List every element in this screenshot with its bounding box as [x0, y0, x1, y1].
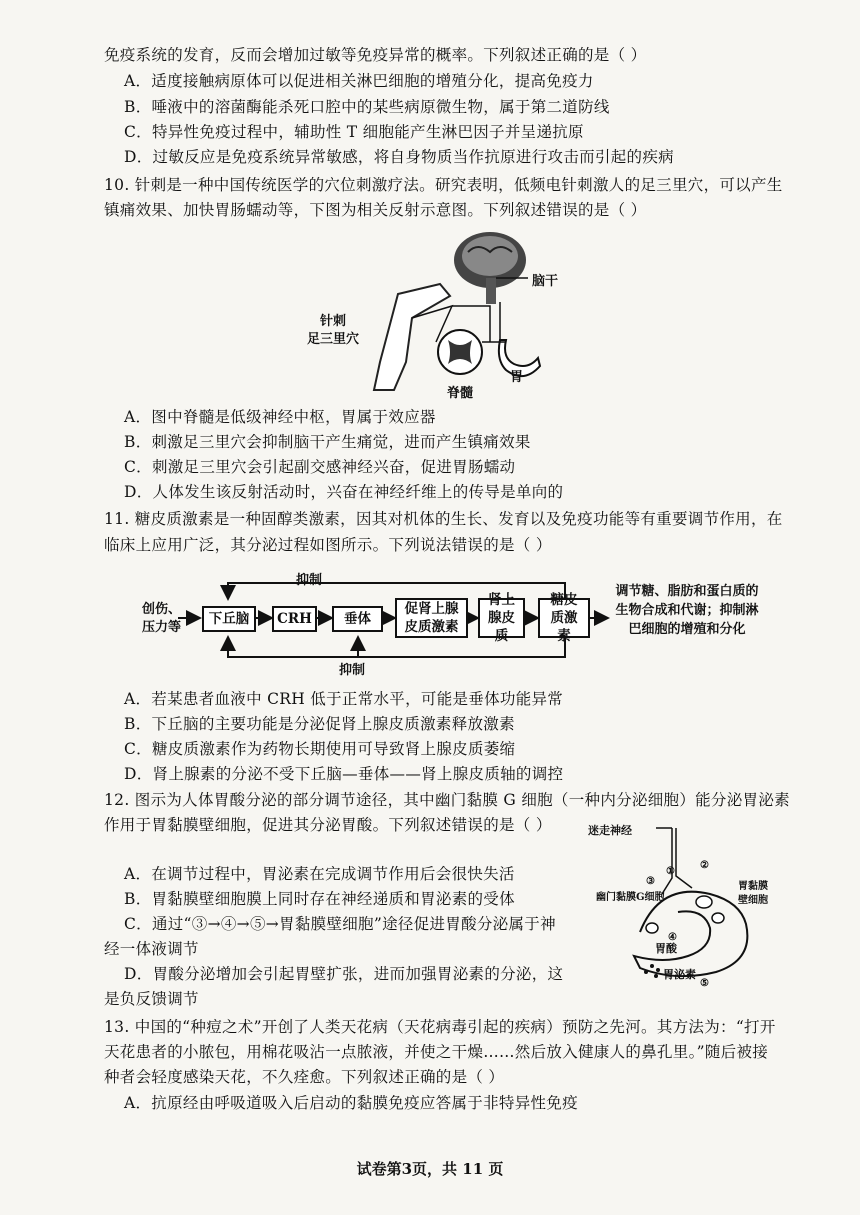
- q12-option-d: D．胃酸分泌增加会引起胃壁扩张，进而加强胃泌素的分泌，这: [124, 965, 564, 983]
- q13-option-a: A．抗原经由呼吸道吸入后启动的黏膜免疫应答属于非特异性免疫: [124, 1094, 578, 1112]
- reflex-diagram: [340, 222, 600, 402]
- q11-option-b: B．下丘脑的主要功能是分泌促肾上腺皮质激素释放激素: [124, 715, 515, 733]
- stomach-outline-icon: [634, 892, 747, 976]
- question-13-stem: 13. 中国的“种痘之术”开创了人类天花病（天花病毒引起的疾病）预防之先河。其方法为：“打开: [104, 1018, 776, 1036]
- question-9-stem-tail: 免疫系统的发育，反而会增加过敏等免疫异常的概率。下列叙述正确的是（ ）: [104, 46, 647, 64]
- question-11-stem-2: 临床上应用广泛，其分泌过程如图所示。下列说法错误的是（ ）: [104, 536, 552, 554]
- q12-option-c: C．通过“③→④→⑤→胃黏膜壁细胞”途径促进胃酸分泌属于神: [124, 915, 556, 933]
- q10-option-c: C．刺激足三里穴会引起副交感神经兴奋，促进胃肠蠕动: [124, 458, 516, 476]
- question-13-stem-3: 种者会轻度感染天花，不久痊愈。下列叙述正确的是（ ）: [104, 1068, 505, 1086]
- label-needle: 针刺: [320, 314, 347, 329]
- label-acupoint: 足三里穴: [307, 332, 360, 347]
- label-gastrin: 胃泌素: [663, 968, 696, 981]
- label-stomach: 胃: [510, 370, 524, 385]
- label-step-1: ①: [666, 866, 675, 877]
- label-spinal-cord: 脊髓: [447, 386, 474, 401]
- q12-option-b: B．胃黏膜壁细胞膜上同时存在神经递质和胃泌素的受体: [124, 890, 515, 908]
- label-step-2: ②: [700, 860, 709, 871]
- q10-option-d: D．人体发生该反射活动时，兴奋在神经纤维上的传导是单向的: [124, 483, 564, 501]
- label-stimulus: 创伤、压力等: [142, 602, 182, 635]
- question-10-stem-2: 镇痛效果、加快胃肠蠕动等，下图为相关反射示意图。下列叙述错误的是（ ）: [104, 201, 647, 219]
- label-step-5: ⑤: [700, 978, 709, 989]
- q9-option-c: C．特异性免疫过程中，辅助性 T 细胞能产生淋巴因子并呈递抗原: [124, 123, 584, 141]
- question-13-stem-2: 天花患者的小脓包，用棉花吸沾一点脓液，并使之干燥……然后放入健康人的鼻孔里。”随后被接: [104, 1043, 769, 1061]
- q10-option-b: B．刺激足三里穴会抑制脑干产生痛觉，进而产生镇痛效果: [124, 433, 531, 451]
- box-glucocorticoid: 糖皮质激素: [538, 598, 590, 638]
- q11-option-c: C．糖皮质激素作为药物长期使用可导致肾上腺皮质萎缩: [124, 740, 516, 758]
- box-hypothalamus: 下丘脑: [202, 606, 256, 632]
- box-pituitary: 垂体: [332, 606, 383, 632]
- label-brainstem: 脑干: [532, 274, 559, 289]
- label-parietal-cell: 胃黏膜壁细胞: [738, 881, 768, 906]
- q10-option-a: A．图中脊髓是低级神经中枢，胃属于效应器: [124, 408, 436, 426]
- q12-option-a: A．在调节过程中，胃泌素在完成调节作用后会很快失活: [124, 865, 515, 883]
- label-gastric-acid: 胃酸: [655, 942, 677, 955]
- page-footer: 试卷第3页，共 11 页: [356, 1160, 504, 1178]
- q9-option-d: D．过敏反应是免疫系统异常敏感，将自身物质当作抗原进行攻击而引起的疾病: [124, 148, 674, 166]
- question-12-stem-2: 作用于胃黏膜壁细胞，促进其分泌胃酸。下列叙述错误的是（ ）: [104, 816, 552, 834]
- question-12-stem: 12. 图示为人体胃酸分泌的部分调节途径，其中幽门黏膜 G 细胞（一种内分泌细胞）能分泌胃泌素: [104, 791, 790, 809]
- label-step-3: ③: [646, 876, 655, 887]
- label-vagus-nerve: 迷走神经: [588, 824, 632, 837]
- question-11-stem: 11. 糖皮质激素是一种固醇类激素，因其对机体的生长、发育以及免疫功能等有重要调节作用，在: [104, 510, 783, 528]
- label-g-cell: 幽门黏膜G细胞: [596, 892, 665, 903]
- label-effects: 调节糖、脂肪和蛋白质的生物合成和代谢；抑制淋巴细胞的增殖和分化: [615, 584, 759, 637]
- box-adrenal-cortex: 肾上腺皮质: [478, 598, 525, 638]
- question-10-stem: 10. 针刺是一种中国传统医学的穴位刺激疗法。研究表明，低频电针刺激人的足三里穴，可以产生: [104, 176, 783, 194]
- q9-option-a: A．适度接触病原体可以促进相关淋巴细胞的增殖分化，提高免疫力: [124, 72, 594, 90]
- cell-icon: [696, 896, 712, 908]
- label-inhibit-bottom: 抑制: [339, 663, 366, 678]
- q11-option-a: A．若某患者血液中 CRH 低于正常水平，可能是垂体功能异常: [124, 690, 564, 708]
- label-inhibit-top: 抑制: [296, 573, 323, 588]
- q12-option-c-cont: 经一体液调节: [104, 940, 199, 958]
- q9-option-b: B．唾液中的溶菌酶能杀死口腔中的某些病原微生物，属于第二道防线: [124, 98, 610, 116]
- box-crh: CRH: [272, 606, 317, 632]
- q11-option-d: D．肾上腺素的分泌不受下丘脑—垂体——肾上腺皮质轴的调控: [124, 765, 564, 783]
- q12-option-d-cont: 是负反馈调节: [104, 990, 199, 1008]
- label-step-4: ④: [668, 932, 677, 943]
- box-acth: 促肾上腺皮质激素: [395, 598, 468, 638]
